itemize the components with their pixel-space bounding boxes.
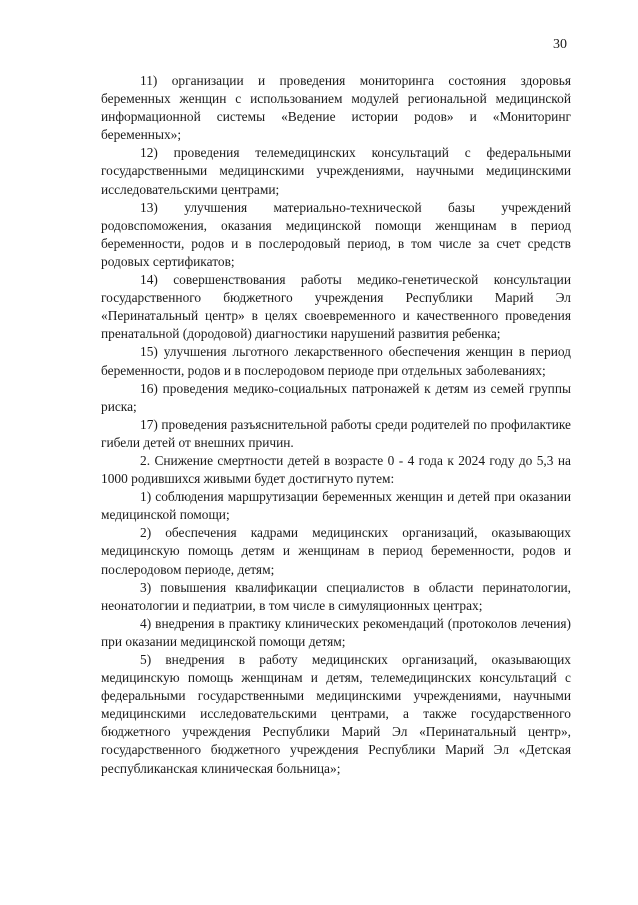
paragraph-subitem-1: 1) соблюдения маршрутизации беременных женщин и детей при оказании медицинской помощи; [101,489,571,523]
document-body [101,72,571,778]
paragraph-item-14: 14) совершенствования работы медико-генетической консультации государственного бюджетного учреждения Республики Марий Эл «Перинатальный центр» в целях своевременного и качественного проведения пренатальной (дородовой) диагностики нарушений развития ребенка; [101,272,571,342]
paragraph-subitem-3: 3) повышения квалификации специалистов в области перинатологии, неонатологии и педиатрии, в том числе в симуляционных центрах; [101,579,571,613]
paragraph-item-17: 17) проведения разъяснительной работы среди родителей по профилактике гибели детей от внешних причин. [101,416,571,450]
paragraph-subitem-4: 4) внедрения в практику клинических рекомендаций (протоколов лечения) при оказании медицинской помощи детям; [101,615,571,649]
paragraph-subitem-5: 5) внедрения в работу медицинских организаций, оказывающих медицинскую помощь женщинам и детям, телемедицинских консультаций с федеральными государственными медицинскими учреждениями, научными медицинскими исследовательскими центрами, а также государственного бюджетного учреждения Республики Марий Эл «Перинатальный центр», государственного бюджетного учреждения Республики Марий Эл «Детская республиканская клиническая больница»; [101,652,571,776]
paragraph-item-11: 11) организации и проведения мониторинга состояния здоровья беременных женщин с использованием модулей региональной медицинской информационной системы «Ведение истории родов» и «Мониторинг беременных»; [101,73,571,143]
paragraph-item-12: 12) проведения телемедицинских консультаций с федеральными государственными медицинскими учреждениями, научными медицинскими исследовательскими центрами; [101,145,571,197]
paragraph-item-15: 15) улучшения льготного лекарственного обеспечения женщин в период беременности, родов и в послеродовом периоде при отдельных заболеваниях; [101,344,571,378]
paragraph-item-16: 16) проведения медико-социальных патронажей к детям из семей группы риска; [101,380,571,414]
paragraph-subitem-2: 2) обеспечения кадрами медицинских организаций, оказывающих медицинскую помощь детям и женщинам в период беременности, родов и послеродовом периоде, детям; [101,525,571,577]
paragraph-section-2: 2. Снижение смертности детей в возрасте 0 - 4 года к 2024 году до 5,3 на 1000 родившихся живыми будет достигнуто путем: [101,452,571,487]
paragraph-item-13: 13) улучшения материально-технической базы учреждений родовспоможения, оказания медицинской помощи женщинам в период беременности, родов и в послеродовый период, в том числе за счет средств родовых сертификатов; [101,199,571,269]
page-number: 30 [553,37,567,52]
